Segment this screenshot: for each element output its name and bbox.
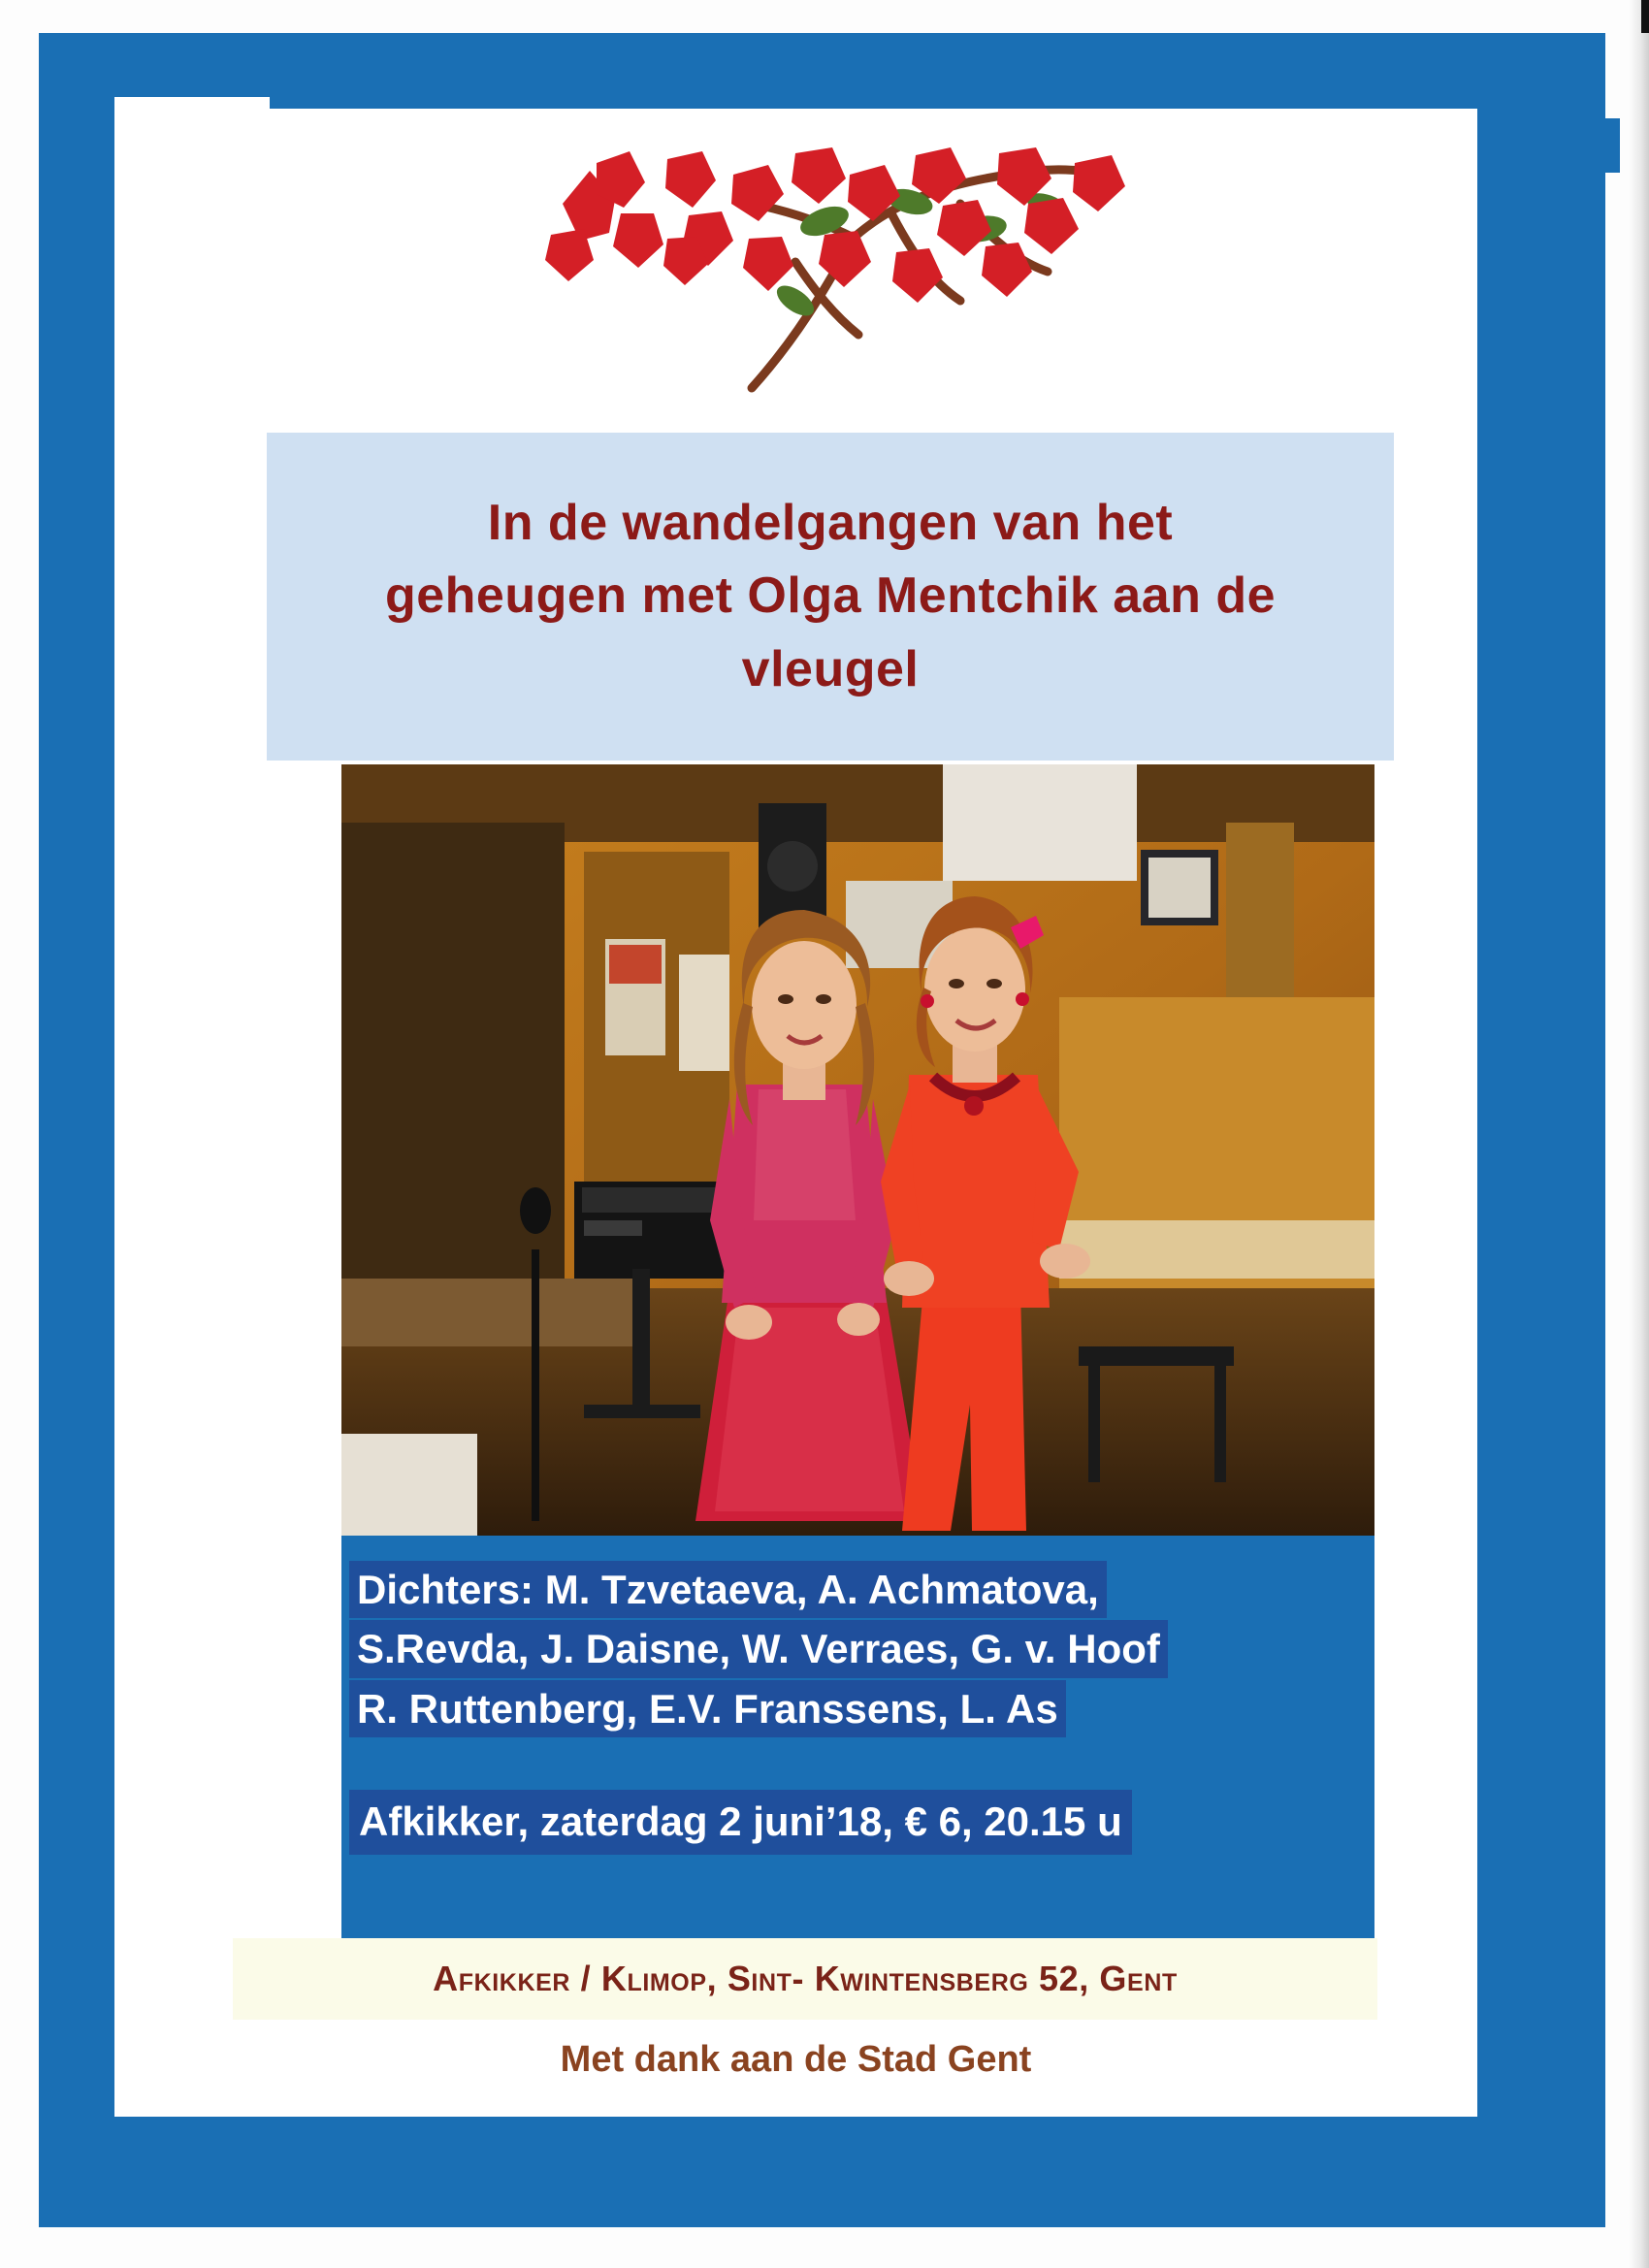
- address-text: Afkikker / Klimop, Sint- Kwintensberg 52, Gent: [433, 1959, 1178, 1998]
- poster-title-line-2: geheugen met Olga Mentchik aan de: [384, 567, 1277, 625]
- scan-edge-shading: [1628, 0, 1649, 2268]
- poets-line-3: R. Ruttenberg, E.V. Franssens, L. As: [349, 1680, 1066, 1737]
- thanks-text: Met dank aan de Stad Gent: [560, 2039, 1032, 2080]
- poets-line-1: Dichters: M. Tzvetaeva, A. Achmatova,: [349, 1561, 1107, 1618]
- scan-edge-marker: [1641, 0, 1649, 33]
- frame-notch: [1597, 118, 1620, 173]
- flower-branch-illustration: [504, 146, 1125, 398]
- poster-title-line-1: In de wandelgangen van het: [487, 494, 1174, 551]
- venue-date-price-line: Afkikker, zaterdag 2 juni’18, € 6, 20.15 u: [349, 1790, 1132, 1855]
- poster-title-line-3: vleugel: [741, 640, 920, 697]
- poster-title-band: [267, 433, 1394, 761]
- poets-line-2: S.Revda, J. Daisne, W. Verraes, G. v. Hoof: [349, 1620, 1168, 1677]
- event-details-block: [341, 1536, 1374, 1938]
- poets-list: [341, 1561, 1374, 1739]
- address-band: [233, 1938, 1377, 2020]
- event-photo: [341, 764, 1374, 1536]
